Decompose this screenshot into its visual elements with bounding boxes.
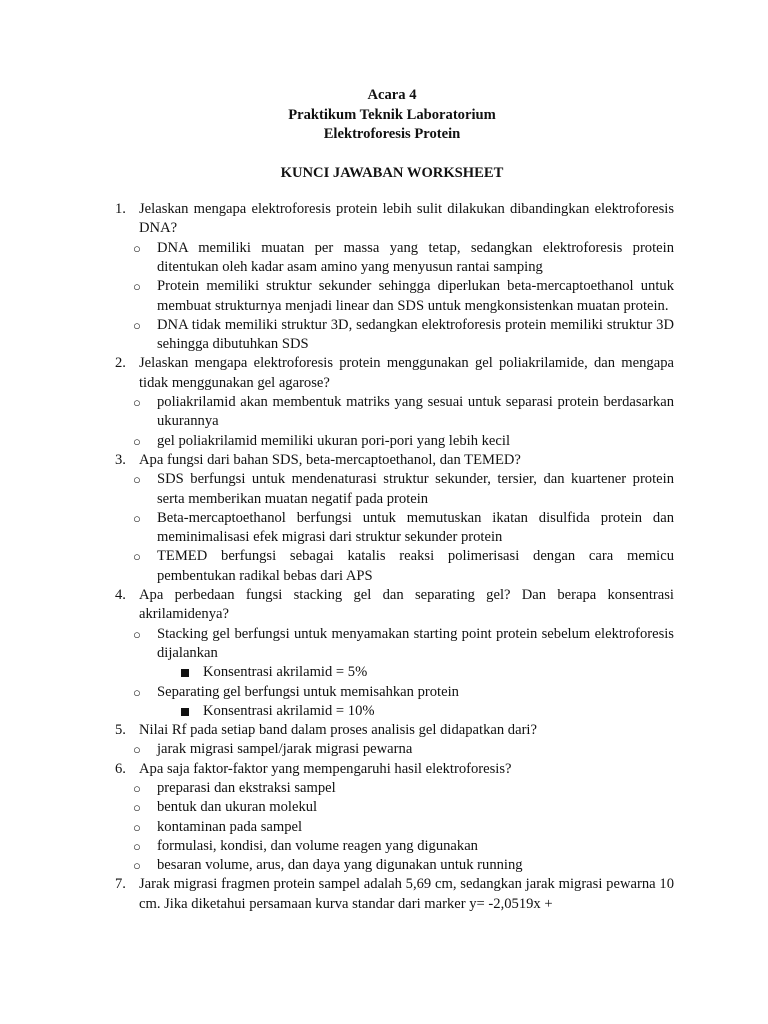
question-text: Apa perbedaan fungsi stacking gel dan separating gel? Dan berapa konsentrasi akrilamidenya? (139, 587, 674, 623)
subanswer-list (110, 663, 674, 682)
circle-bullet-icon: ○ (133, 549, 141, 565)
answer-text: formulasi, kondisi, dan volume reagen yang digunakan (157, 837, 478, 854)
question-text: Apa saja faktor-faktor yang mempengaruhi hasil elektroforesis? (139, 760, 512, 777)
answer-item (110, 470, 674, 509)
question-item (110, 354, 674, 393)
question-text: Apa fungsi dari bahan SDS, beta-mercaptoethanol, dan TEMED? (139, 451, 521, 468)
question-item (110, 451, 674, 470)
subanswer-list (110, 702, 674, 721)
question-item (110, 200, 674, 239)
answer-text: DNA tidak memiliki struktur 3D, sedangkan elektroforesis protein memiliki struktur 3D sehingga dibutuhkan SDS (157, 316, 674, 353)
answer-list (110, 683, 674, 702)
subanswer-item (110, 702, 674, 721)
answer-text: bentuk dan ukuran molekul (157, 799, 318, 816)
subanswer-text: Konsentrasi akrilamid = 10% (203, 702, 375, 719)
answer-list (110, 740, 674, 759)
answer-item (110, 740, 674, 759)
question-number: 2. (115, 355, 126, 372)
answer-item (110, 432, 674, 451)
answer-text: jarak migrasi sampel/jarak migrasi pewarna (157, 741, 413, 758)
square-bullet-icon (181, 669, 189, 677)
answer-item (110, 798, 674, 817)
worksheet-title: KUNCI JAWABAN WORKSHEET (280, 164, 504, 181)
circle-bullet-icon: ○ (133, 838, 141, 854)
answer-item (110, 393, 674, 432)
circle-bullet-icon: ○ (133, 780, 141, 796)
question-number: 4. (115, 587, 126, 604)
header-line-acara: Acara 4 (367, 87, 417, 103)
answer-text: Beta-mercaptoethanol berfungsi untuk memutuskan ikatan disulfida protein dan meminimalisasi efek migrasi dari struktur sekunder protein (157, 509, 674, 546)
answer-item (110, 837, 674, 856)
answer-text: DNA memiliki muatan per massa yang tetap, sedangkan elektroforesis protein ditentukan oleh kadar asam amino yang menyusun rantai samping (157, 239, 674, 275)
question-item (110, 760, 674, 779)
answer-text: Separating gel berfungsi untuk memisahkan protein (157, 683, 459, 700)
circle-bullet-icon: ○ (133, 510, 141, 526)
circle-bullet-icon: ○ (133, 279, 141, 295)
header-line-praktikum: Praktikum Teknik Laboratorium (288, 106, 496, 123)
answer-item (110, 547, 674, 586)
answer-item (110, 683, 674, 702)
document-header (110, 86, 674, 145)
answer-item (110, 239, 674, 278)
answer-text: besaran volume, arus, dan daya yang digunakan untuk running (157, 857, 523, 874)
question-text: Nilai Rf pada setiap band dalam proses analisis gel didapatkan dari? (139, 722, 537, 739)
circle-bullet-icon: ○ (133, 626, 141, 642)
answer-text: SDS berfungsi untuk mendenaturasi struktur sekunder, tersier, dan kuartener protein serta memberikan muatan negatif pada protein (157, 471, 674, 507)
answer-item (110, 509, 674, 548)
answer-item (110, 316, 674, 355)
answer-list (110, 470, 674, 586)
question-item (110, 721, 674, 740)
answer-text: kontaminan pada sampel (157, 818, 303, 835)
question-item (110, 586, 674, 625)
circle-bullet-icon: ○ (133, 858, 141, 874)
answer-item (110, 779, 674, 798)
question-number: 5. (115, 722, 126, 739)
question-item (110, 875, 674, 914)
answer-item (110, 277, 674, 316)
circle-bullet-icon: ○ (133, 684, 141, 700)
circle-bullet-icon: ○ (133, 433, 141, 449)
answer-text: TEMED berfungsi sebagai katalis reaksi polimerisasi dengan cara memicu pembentukan radikal bebas dari APS (157, 548, 674, 584)
question-text: Jelaskan mengapa elektroforesis protein lebih sulit dilakukan dibandingkan elektroforesis DNA? (139, 201, 674, 237)
circle-bullet-icon: ○ (133, 240, 141, 256)
question-list (110, 200, 674, 914)
header-line-topic: Elektroforesis Protein (323, 126, 461, 143)
question-number: 7. (115, 876, 126, 893)
subanswer-item (110, 663, 674, 682)
question-number: 1. (115, 201, 126, 218)
answer-list (110, 779, 674, 875)
square-bullet-icon (181, 708, 189, 716)
circle-bullet-icon: ○ (133, 800, 141, 816)
answer-text: Stacking gel berfungsi untuk menyamakan starting point protein sebelum elektroforesis dijalankan (157, 625, 674, 661)
question-text: Jarak migrasi fragmen protein sampel adalah 5,69 cm, sedangkan jarak migrasi pewarna 10 cm. Jika diketahui persamaan kurva standar dari marker y= -2,0519x + (139, 876, 674, 912)
circle-bullet-icon: ○ (133, 395, 141, 411)
circle-bullet-icon: ○ (133, 317, 141, 333)
question-text: Jelaskan mengapa elektroforesis protein menggunakan gel poliakrilamide, dan mengapa tidak menggunakan gel agarose? (139, 355, 674, 391)
answer-text: preparasi dan ekstraksi sampel (157, 779, 336, 796)
answer-text: gel poliakrilamid memiliki ukuran pori-pori yang lebih kecil (157, 432, 511, 449)
answer-item (110, 818, 674, 837)
answer-item (110, 625, 674, 664)
subanswer-text: Konsentrasi akrilamid = 5% (203, 664, 368, 681)
question-number: 3. (115, 451, 126, 468)
circle-bullet-icon: ○ (133, 742, 141, 758)
answer-text: Protein memiliki struktur sekunder sehingga diperlukan beta-mercaptoethanol untuk membuat strukturnya menjadi linear dan SDS untuk mengkonsistenkan muatan protein. (157, 278, 674, 314)
answer-list (110, 625, 674, 664)
answer-list (110, 239, 674, 355)
answer-list (110, 393, 674, 451)
answer-text: poliakrilamid akan membentuk matriks yang sesuai untuk separasi protein berdasarkan ukurannya (157, 394, 674, 430)
circle-bullet-icon: ○ (133, 472, 141, 488)
circle-bullet-icon: ○ (133, 819, 141, 835)
question-number: 6. (115, 760, 126, 777)
answer-item (110, 856, 674, 875)
